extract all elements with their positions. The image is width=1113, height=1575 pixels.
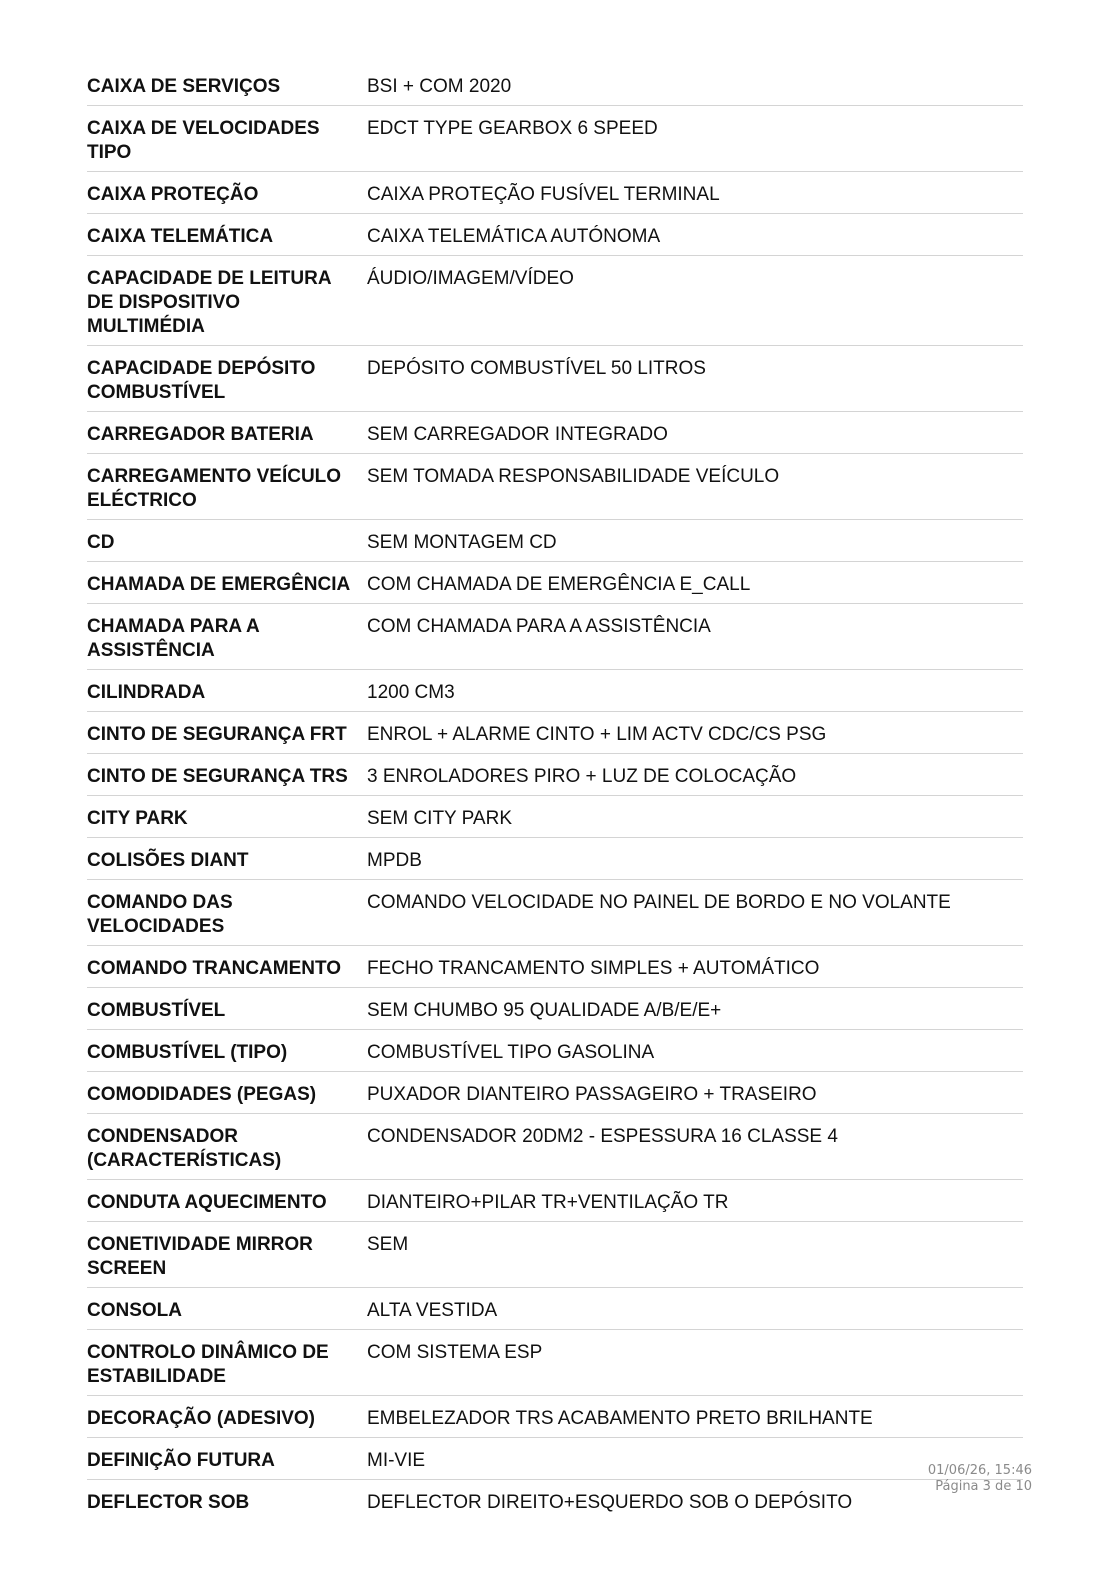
spec-value: DEFLECTOR DIREITO+ESQUERDO SOB O DEPÓSITO xyxy=(367,1492,853,1513)
spec-value: DIANTEIRO+PILAR TR+VENTILAÇÃO TR xyxy=(367,1192,729,1213)
spec-table xyxy=(87,72,1023,1529)
spec-row xyxy=(87,1338,1023,1396)
spec-row xyxy=(87,804,1023,838)
spec-row xyxy=(87,1404,1023,1438)
spec-row xyxy=(87,846,1023,880)
spec-value: COM CHAMADA DE EMERGÊNCIA E_CALL xyxy=(367,574,751,595)
spec-row xyxy=(87,1230,1023,1288)
spec-label: CONDENSADOR (CARACTERÍSTICAS) xyxy=(87,1126,282,1171)
spec-row xyxy=(87,72,1023,106)
spec-value: EDCT TYPE GEARBOX 6 SPEED xyxy=(367,118,658,139)
spec-value: EMBELEZADOR TRS ACABAMENTO PRETO BRILHANTE xyxy=(367,1408,873,1429)
page-footer xyxy=(928,1463,1032,1495)
spec-row xyxy=(87,1188,1023,1222)
spec-value: CAIXA TELEMÁTICA AUTÓNOMA xyxy=(367,226,661,247)
spec-label: DEFINIÇÃO FUTURA xyxy=(87,1450,275,1471)
spec-row xyxy=(87,528,1023,562)
spec-value: SEM CITY PARK xyxy=(367,808,512,829)
spec-row xyxy=(87,222,1023,256)
spec-label: CONSOLA xyxy=(87,1300,182,1321)
spec-value: MI-VIE xyxy=(367,1450,426,1471)
spec-label: CINTO DE SEGURANÇA TRS xyxy=(87,766,348,787)
spec-row xyxy=(87,954,1023,988)
spec-label: CARREGAMENTO VEÍCULO ELÉCTRICO xyxy=(87,466,342,511)
spec-row xyxy=(87,996,1023,1030)
spec-row xyxy=(87,1122,1023,1180)
spec-row xyxy=(87,1488,1023,1521)
spec-row xyxy=(87,1038,1023,1072)
spec-label: COMBUSTÍVEL (TIPO) xyxy=(87,1042,288,1063)
spec-row xyxy=(87,678,1023,712)
spec-value: ALTA VESTIDA xyxy=(367,1300,498,1321)
spec-row xyxy=(87,114,1023,172)
spec-label: CD xyxy=(87,532,115,553)
spec-value: SEM TOMADA RESPONSABILIDADE VEÍCULO xyxy=(367,466,780,487)
spec-label: CITY PARK xyxy=(87,808,188,829)
spec-label: CAPACIDADE DEPÓSITO COMBUSTÍVEL xyxy=(87,358,316,403)
spec-value: COMBUSTÍVEL TIPO GASOLINA xyxy=(367,1042,655,1063)
spec-value: COM CHAMADA PARA A ASSISTÊNCIA xyxy=(367,616,711,637)
spec-label: COLISÕES DIANT xyxy=(87,850,249,871)
spec-label: CILINDRADA xyxy=(87,682,206,703)
spec-label: CONETIVIDADE MIRROR SCREEN xyxy=(87,1234,313,1279)
spec-value: CAIXA PROTEÇÃO FUSÍVEL TERMINAL xyxy=(367,184,720,205)
spec-value: SEM CHUMBO 95 QUALIDADE A/B/E/E+ xyxy=(367,1000,722,1021)
spec-value: SEM CARREGADOR INTEGRADO xyxy=(367,424,668,445)
spec-value: PUXADOR DIANTEIRO PASSAGEIRO + TRASEIRO xyxy=(367,1084,817,1105)
spec-value: SEM xyxy=(367,1234,409,1255)
spec-row xyxy=(87,570,1023,604)
spec-row xyxy=(87,888,1023,946)
spec-label: COMBUSTÍVEL xyxy=(87,1000,226,1021)
spec-label: CARREGADOR BATERIA xyxy=(87,424,314,445)
spec-label: CAIXA DE SERVIÇOS xyxy=(87,76,281,97)
spec-row xyxy=(87,1080,1023,1114)
spec-label: COMODIDADES (PEGAS) xyxy=(87,1084,317,1105)
spec-label: CAIXA TELEMÁTICA xyxy=(87,226,274,247)
spec-label: CINTO DE SEGURANÇA FRT xyxy=(87,724,347,745)
spec-value: FECHO TRANCAMENTO SIMPLES + AUTOMÁTICO xyxy=(367,958,820,979)
spec-label: COMANDO TRANCAMENTO xyxy=(87,958,342,979)
spec-row xyxy=(87,612,1023,670)
spec-label: CHAMADA PARA A ASSISTÊNCIA xyxy=(87,616,260,661)
spec-value: BSI + COM 2020 xyxy=(367,76,512,97)
page-number: Página 3 de 10 xyxy=(935,1479,1032,1494)
spec-value: SEM MONTAGEM CD xyxy=(367,532,557,553)
spec-label: CAIXA PROTEÇÃO xyxy=(87,184,259,205)
spec-row xyxy=(87,264,1023,346)
spec-value: MPDB xyxy=(367,850,422,871)
spec-label: CONTROLO DINÂMICO DE ESTABILIDADE xyxy=(87,1342,329,1387)
spec-label: CAIXA DE VELOCIDADES TIPO xyxy=(87,118,320,163)
spec-label: CONDUTA AQUECIMENTO xyxy=(87,1192,327,1213)
spec-row xyxy=(87,720,1023,754)
spec-row xyxy=(87,1296,1023,1330)
spec-value: ENROL + ALARME CINTO + LIM ACTV CDC/CS PSG xyxy=(367,724,827,745)
spec-row xyxy=(87,762,1023,796)
spec-row xyxy=(87,420,1023,454)
spec-value: 1200 CM3 xyxy=(367,682,455,703)
spec-value: COM SISTEMA ESP xyxy=(367,1342,543,1363)
spec-row xyxy=(87,1446,1023,1480)
spec-row xyxy=(87,354,1023,412)
spec-value: CONDENSADOR 20DM2 - ESPESSURA 16 CLASSE 4 xyxy=(367,1126,838,1147)
spec-value: DEPÓSITO COMBUSTÍVEL 50 LITROS xyxy=(367,358,706,379)
spec-label: COMANDO DAS VELOCIDADES xyxy=(87,892,233,937)
spec-label: CHAMADA DE EMERGÊNCIA xyxy=(87,574,351,595)
spec-label: DEFLECTOR SOB xyxy=(87,1492,250,1513)
print-timestamp: 01/06/26, 15:46 xyxy=(927,1463,1032,1478)
spec-label: CAPACIDADE DE LEITURA DE DISPOSITIVO MULTIMÉDIA xyxy=(87,268,331,337)
spec-value: COMANDO VELOCIDADE NO PAINEL DE BORDO E NO VOLANTE xyxy=(367,892,951,913)
spec-value: 3 ENROLADORES PIRO + LUZ DE COLOCAÇÃO xyxy=(367,766,797,787)
spec-label: DECORAÇÃO (ADESIVO) xyxy=(87,1408,316,1429)
spec-row xyxy=(87,180,1023,214)
spec-row xyxy=(87,462,1023,520)
spec-value: ÁUDIO/IMAGEM/VÍDEO xyxy=(367,268,574,289)
